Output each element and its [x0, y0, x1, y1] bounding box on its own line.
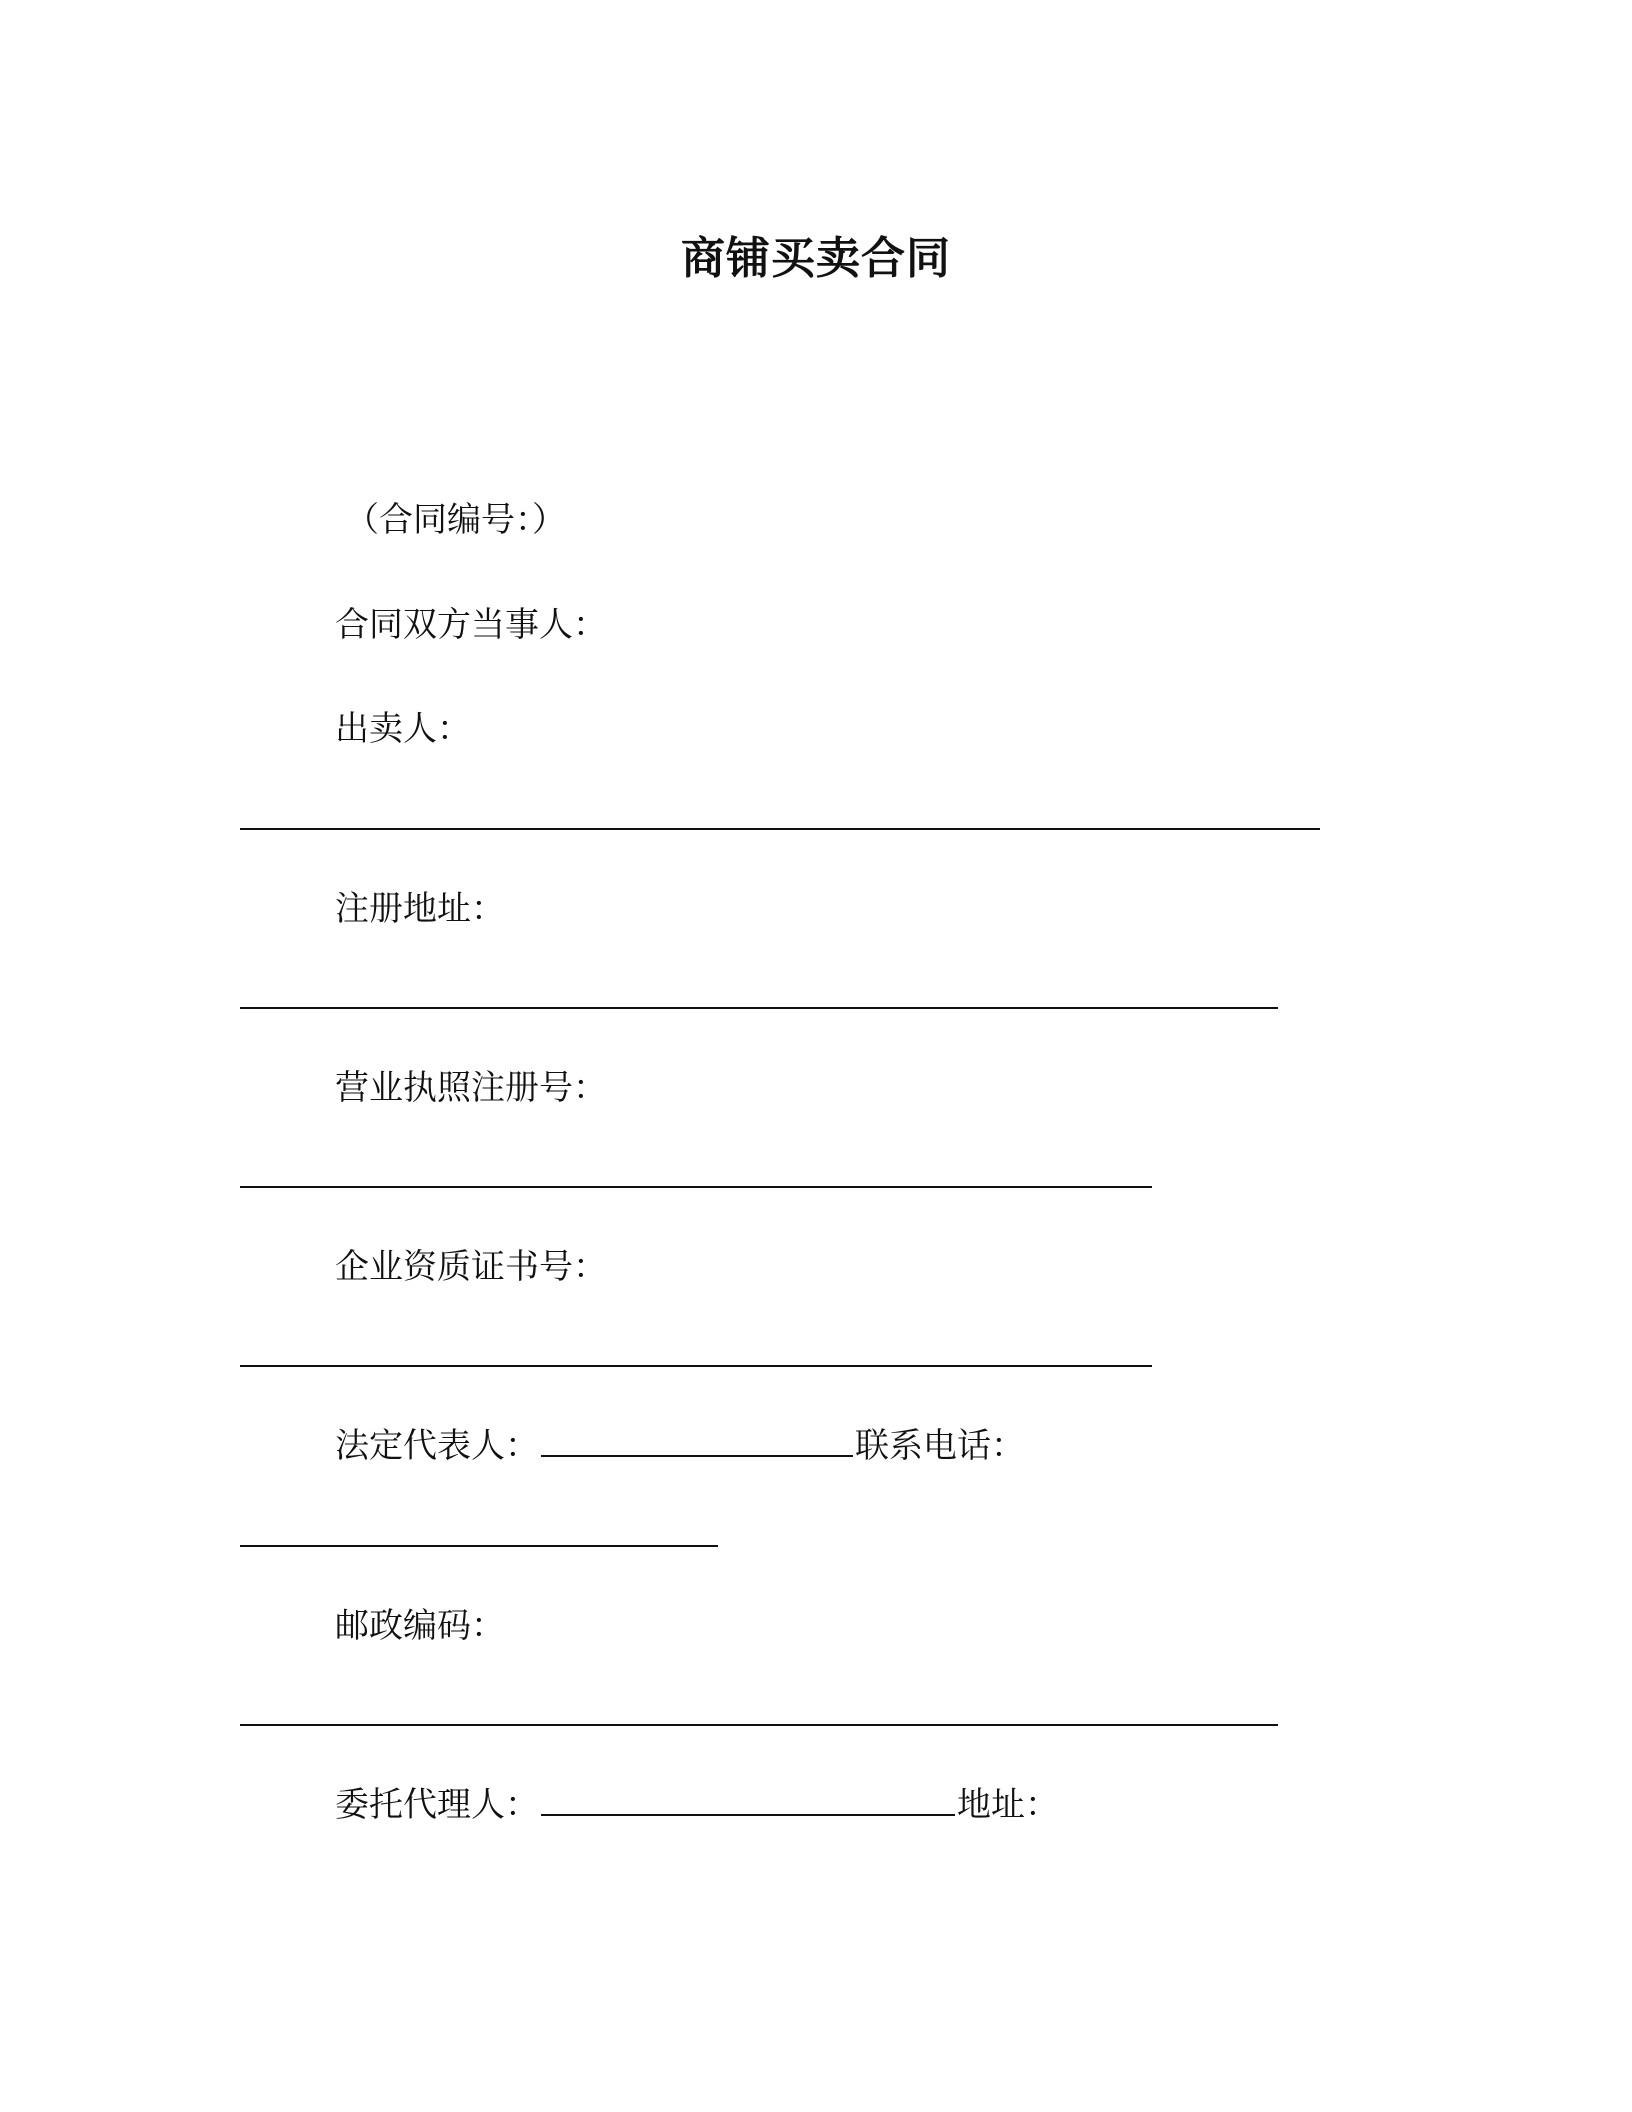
- business-license-label: 营业执照注册号：: [335, 1068, 607, 1108]
- agent-label: 委托代理人：: [335, 1785, 539, 1825]
- business-license-blank-line[interactable]: [240, 1186, 1152, 1188]
- legal-rep-row: [335, 1424, 1025, 1468]
- contract-number-label: （合同编号：）: [345, 500, 566, 540]
- qualification-cert-blank-line[interactable]: [240, 1365, 1152, 1367]
- seller-blank-line[interactable]: [240, 828, 1320, 830]
- qualification-cert-label: 企业资质证书号：: [335, 1247, 607, 1287]
- parties-label: 合同双方当事人：: [335, 605, 607, 645]
- seller-label: 出卖人：: [335, 709, 471, 749]
- document-title: 商铺买卖合同: [681, 233, 951, 284]
- contact-phone-blank-line[interactable]: [240, 1545, 718, 1547]
- registered-address-blank-line[interactable]: [240, 1007, 1278, 1009]
- agent-blank-line[interactable]: [541, 1784, 955, 1816]
- registered-address-label: 注册地址：: [335, 889, 505, 929]
- legal-rep-blank-line[interactable]: [541, 1425, 853, 1457]
- agent-row: [335, 1783, 1059, 1827]
- address-label: 地址：: [957, 1785, 1059, 1825]
- contact-phone-label: 联系电话：: [855, 1426, 1025, 1466]
- legal-rep-label: 法定代表人：: [335, 1426, 539, 1466]
- postal-code-label: 邮政编码：: [335, 1606, 505, 1646]
- postal-code-blank-line[interactable]: [240, 1724, 1278, 1726]
